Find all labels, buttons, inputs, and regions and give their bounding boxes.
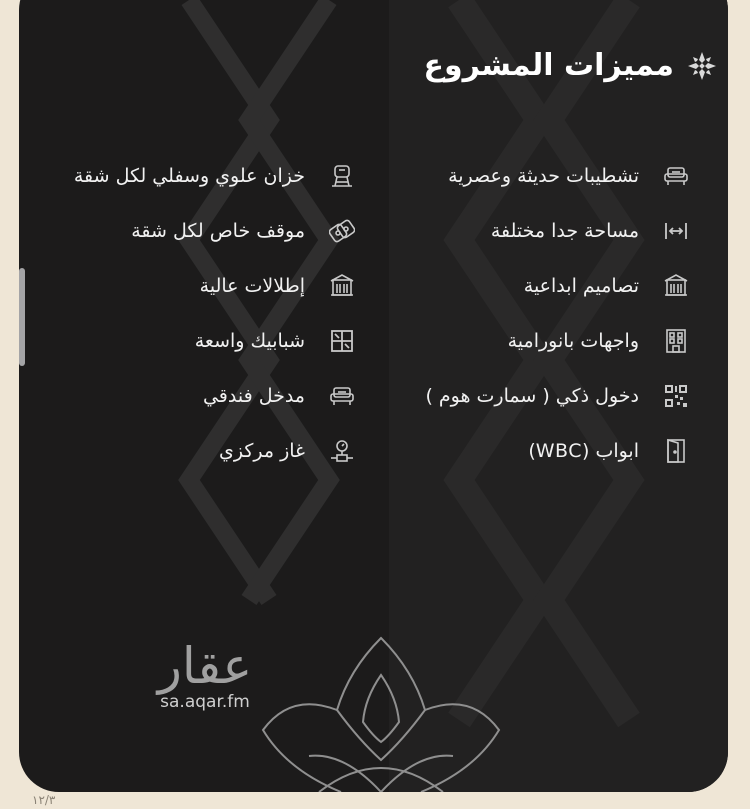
feature-item	[45, 218, 355, 244]
feature-item	[45, 328, 355, 354]
scroll-handle[interactable]	[19, 268, 25, 366]
feature-label: دخول ذكي ( سمارت هوم )	[425, 385, 639, 407]
feature-label: غاز مركزي	[218, 440, 305, 462]
aqar-watermark	[145, 637, 265, 712]
feature-label: خزان علوي وسفلي لكل شقة	[73, 165, 305, 187]
facade-icon	[663, 328, 689, 354]
feature-label: تصاميم ابداعية	[523, 275, 639, 297]
feature-item	[45, 383, 355, 409]
feature-label: إطلالات عالية	[199, 275, 305, 297]
sofa-icon	[663, 163, 689, 189]
feature-item	[379, 328, 689, 354]
aqar-logo: عقار	[157, 637, 253, 695]
window-icon	[329, 328, 355, 354]
feature-label: شبابيك واسعة	[194, 330, 305, 352]
feature-item	[379, 218, 689, 244]
feature-item	[45, 273, 355, 299]
feature-item	[45, 163, 355, 189]
feature-item	[379, 273, 689, 299]
section-header	[424, 48, 718, 84]
gas-meter-icon	[329, 438, 355, 464]
feature-label: ابواب (WBC)	[528, 440, 639, 462]
aqar-url: sa.aqar.fm	[160, 692, 250, 712]
width-arrows-icon	[663, 218, 689, 244]
feature-label: مدخل فندقي	[202, 385, 305, 407]
parking-icon	[329, 218, 355, 244]
sofa-icon	[329, 383, 355, 409]
feature-label: واجهات بانورامية	[507, 330, 639, 352]
feature-label: موقف خاص لكل شقة	[131, 220, 305, 242]
door-icon	[663, 438, 689, 464]
feature-item	[379, 163, 689, 189]
page-number: ١٢/٣	[32, 793, 56, 807]
building-icon	[329, 273, 355, 299]
feature-label: تشطيبات حديثة وعصرية	[448, 165, 639, 187]
feature-item	[45, 438, 355, 464]
building-icon	[663, 273, 689, 299]
feature-label: مساحة جدا مختلفة	[490, 220, 639, 242]
water-tank-icon	[329, 163, 355, 189]
feature-item	[379, 438, 689, 464]
section-title: مميزات المشروع	[423, 48, 674, 83]
qr-code-icon	[663, 383, 689, 409]
star-ornament-icon	[686, 50, 718, 82]
feature-item	[379, 383, 689, 409]
